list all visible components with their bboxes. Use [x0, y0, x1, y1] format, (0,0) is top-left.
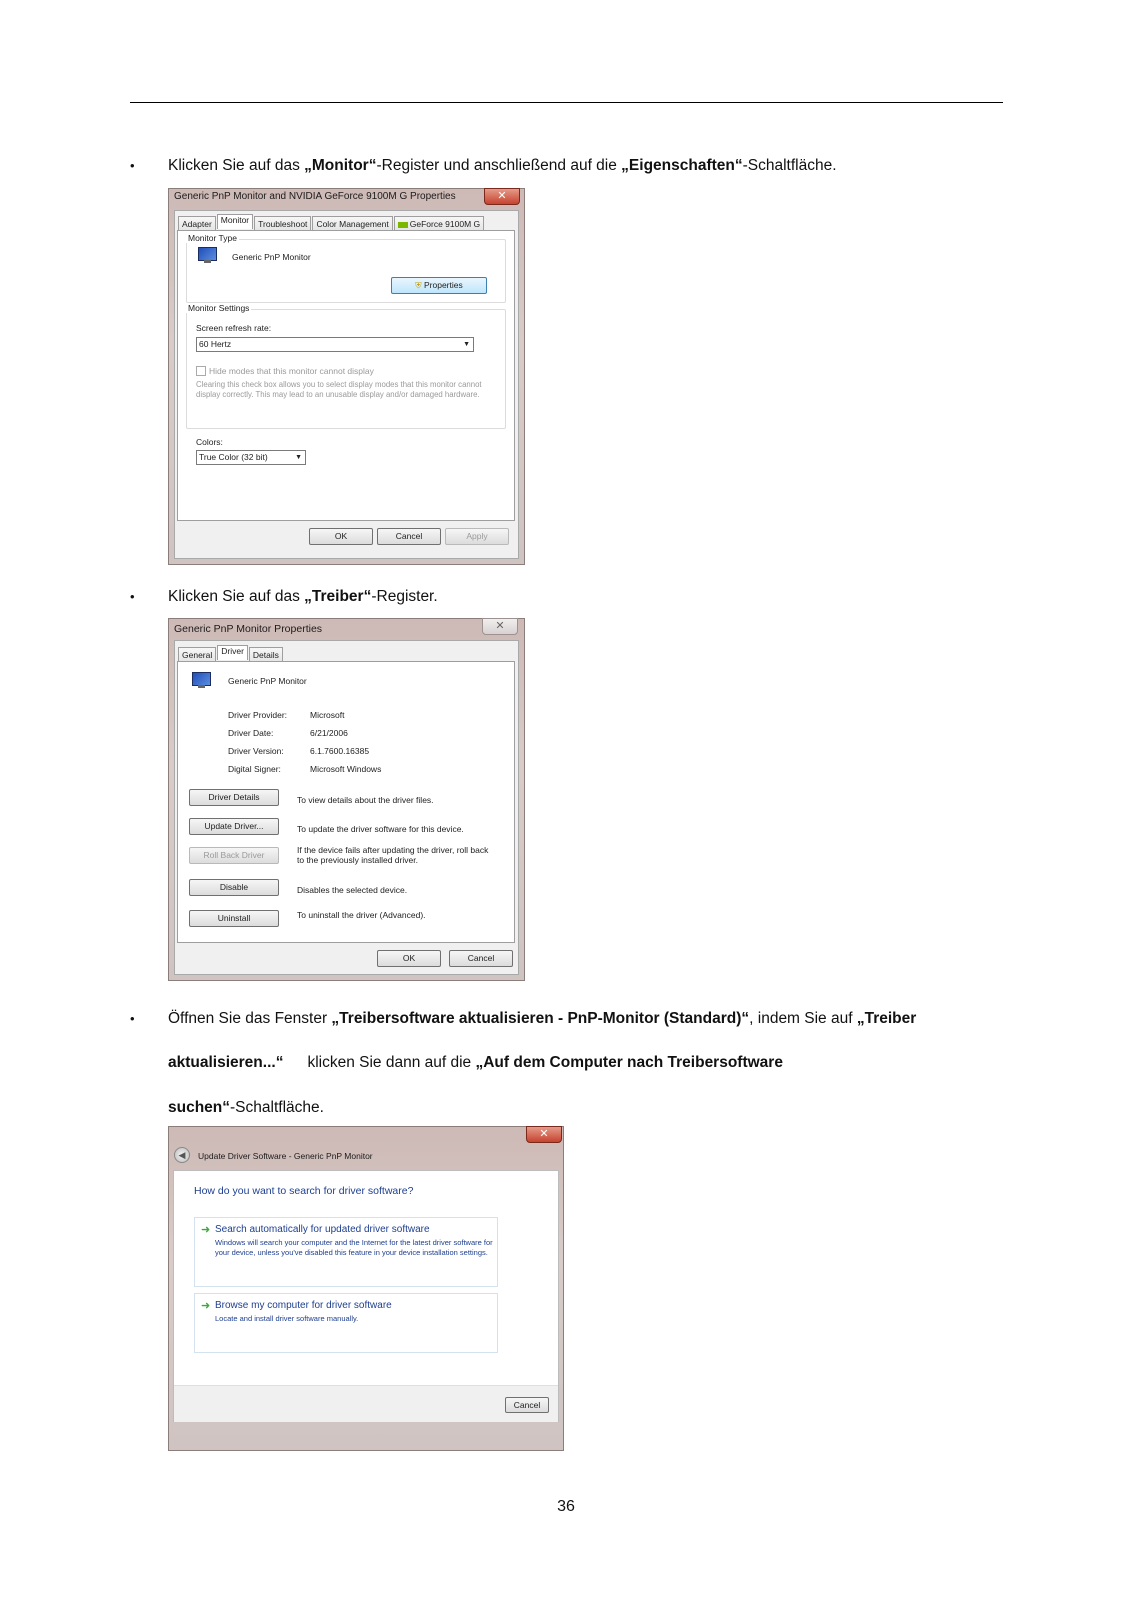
tab-driver[interactable]: Driver [217, 645, 248, 660]
refresh-label: Screen refresh rate: [196, 323, 272, 333]
tab-geforce[interactable]: GeForce 9100M G [394, 216, 484, 231]
refresh-rate-select[interactable]: 60 Hertz ▼ [196, 337, 474, 352]
green-arrow-icon: ➜ [201, 1300, 211, 1312]
step1-mid: -Register und anschließend auf die [376, 157, 622, 174]
dropdown-arrow-icon: ▼ [463, 341, 470, 348]
action-description: To view details about the driver files. [297, 795, 434, 805]
step1-post: -Schaltfläche. [742, 157, 837, 174]
info-value: Microsoft Windows [310, 764, 382, 774]
dialog-title: Generic PnP Monitor Properties [174, 623, 323, 635]
tab-monitor[interactable]: Monitor [217, 214, 253, 229]
cancel-button[interactable]: Cancel [377, 528, 441, 545]
apply-button[interactable]: Apply [445, 528, 509, 545]
hide-modes-checkbox[interactable] [196, 366, 206, 376]
info-value: 6.1.7600.16385 [310, 746, 370, 756]
search-automatically-option[interactable] [194, 1217, 498, 1287]
back-arrow-icon[interactable]: ◀ [174, 1147, 190, 1163]
tab-troubleshoot[interactable]: Troubleshoot [254, 216, 311, 231]
tab-adapter[interactable]: Adapter [178, 216, 216, 231]
close-button[interactable]: ✕ [526, 1126, 562, 1143]
step2-bold1: „Treiber“ [304, 588, 372, 605]
tab-general[interactable]: General [178, 647, 216, 662]
step3-line2 [168, 1053, 783, 1073]
update-driver-button[interactable]: Update Driver... [189, 818, 279, 835]
hide-modes-description: Clearing this check box allows you to select display modes that this monitor cannot display correctly. This may lead to an unusable display and/or damaged hardware. [196, 380, 482, 399]
info-value: Microsoft [310, 710, 345, 720]
colors-label: Colors: [196, 437, 223, 447]
driver-tab-panel [177, 661, 515, 943]
step1-bold1: „Monitor“ [304, 157, 377, 174]
header-rule [130, 102, 1003, 103]
info-label: Digital Signer: [228, 764, 281, 774]
action-description: To update the driver software for this device. [297, 824, 464, 834]
cancel-button[interactable]: Cancel [449, 950, 513, 967]
tab-strip [178, 216, 485, 231]
step1-bold2: „Eigenschaften“ [621, 157, 743, 174]
update-driver-wizard [168, 1126, 564, 1451]
action-description: To uninstall the driver (Advanced). [297, 910, 426, 920]
monitor-type-label: Monitor Type [188, 233, 237, 243]
tab-strip [178, 647, 284, 662]
uninstall-button[interactable]: Uninstall [189, 910, 279, 927]
close-button[interactable]: ✕ [484, 188, 520, 205]
dropdown-arrow-icon: ▼ [295, 454, 302, 461]
step3-line2-bold: aktualisieren...“ [168, 1054, 284, 1071]
driver-details-button[interactable]: Driver Details [189, 789, 279, 806]
info-label: Driver Version: [228, 746, 284, 756]
page-number: 36 [557, 1498, 575, 1515]
tab-color-management[interactable]: Color Management [312, 216, 392, 231]
browse-computer-option[interactable] [194, 1293, 498, 1353]
step3-bold1: „Treibersoftware aktualisieren - PnP-Monitor (Standard)“ [331, 1010, 750, 1027]
disable-button[interactable]: Disable [189, 879, 279, 896]
bullet: • [130, 1011, 135, 1026]
colors-select[interactable]: True Color (32 bit) ▼ [196, 450, 306, 465]
option-title: Search automatically for updated driver software [215, 1224, 430, 1235]
step3-line3 [168, 1098, 324, 1118]
step3-mid: , indem Sie auf [749, 1010, 857, 1027]
option-title: Browse my computer for driver software [215, 1300, 392, 1311]
cancel-button[interactable]: Cancel [505, 1397, 549, 1413]
monitor-icon [192, 672, 210, 688]
step3-bold2: „Treiber [856, 1010, 917, 1027]
wizard-question: How do you want to search for driver software? [194, 1185, 414, 1197]
green-arrow-icon: ➜ [201, 1224, 211, 1236]
monitor-settings-label: Monitor Settings [188, 303, 250, 313]
hide-modes-label: Hide modes that this monitor cannot display [209, 366, 374, 376]
step1-pre: Klicken Sie auf das [168, 157, 305, 174]
tab-details[interactable]: Details [249, 647, 283, 662]
info-label: Driver Provider: [228, 710, 288, 720]
monitor-properties-dialog [168, 188, 525, 565]
ok-button[interactable]: OK [309, 528, 373, 545]
info-label: Driver Date: [228, 728, 274, 738]
step3-line2-mid: klicken Sie dann auf die [307, 1054, 476, 1071]
properties-button[interactable]: ⛨ Properties [391, 277, 487, 294]
option-description: Locate and install driver software manually. [215, 1314, 359, 1323]
info-value: 6/21/2006 [310, 728, 348, 738]
monitor-tab-panel [177, 230, 515, 521]
action-description: If the device fails after updating the driver, roll back to the previously installed driver. [297, 845, 489, 865]
driver-properties-dialog [168, 618, 525, 981]
wizard-footer [174, 1385, 558, 1422]
step3-pre: Öffnen Sie das Fenster [168, 1010, 332, 1027]
ok-button[interactable]: OK [377, 950, 441, 967]
step2-post: -Register. [371, 588, 438, 605]
roll-back-driver-button[interactable]: Roll Back Driver [189, 847, 279, 864]
device-name: Generic PnP Monitor [228, 676, 307, 686]
wizard-body [173, 1170, 559, 1422]
step3-line2-bold2: „Auf dem Computer nach Treibersoftware [475, 1054, 783, 1071]
dialog-title: Generic PnP Monitor and NVIDIA GeForce 9100M G Properties [174, 191, 456, 202]
bullet: • [130, 158, 135, 173]
option-description: Windows will search your computer and the Internet for the latest driver software for your device, unless you've disabled this feature in your device installation settings. [215, 1238, 493, 1257]
bullet: • [130, 589, 135, 604]
monitor-icon [198, 247, 216, 263]
close-button[interactable]: ✕ [482, 618, 518, 635]
step3-line3-bold: suchen“ [168, 1099, 231, 1116]
shield-icon: ⛨ [415, 280, 422, 290]
step2-pre: Klicken Sie auf das [168, 588, 305, 605]
nvidia-icon [398, 222, 408, 228]
monitor-name: Generic PnP Monitor [232, 252, 311, 262]
step3-line3-post: -Schaltfläche. [230, 1099, 324, 1116]
wizard-title: Update Driver Software - Generic PnP Monitor [198, 1151, 373, 1161]
action-description: Disables the selected device. [297, 885, 408, 895]
